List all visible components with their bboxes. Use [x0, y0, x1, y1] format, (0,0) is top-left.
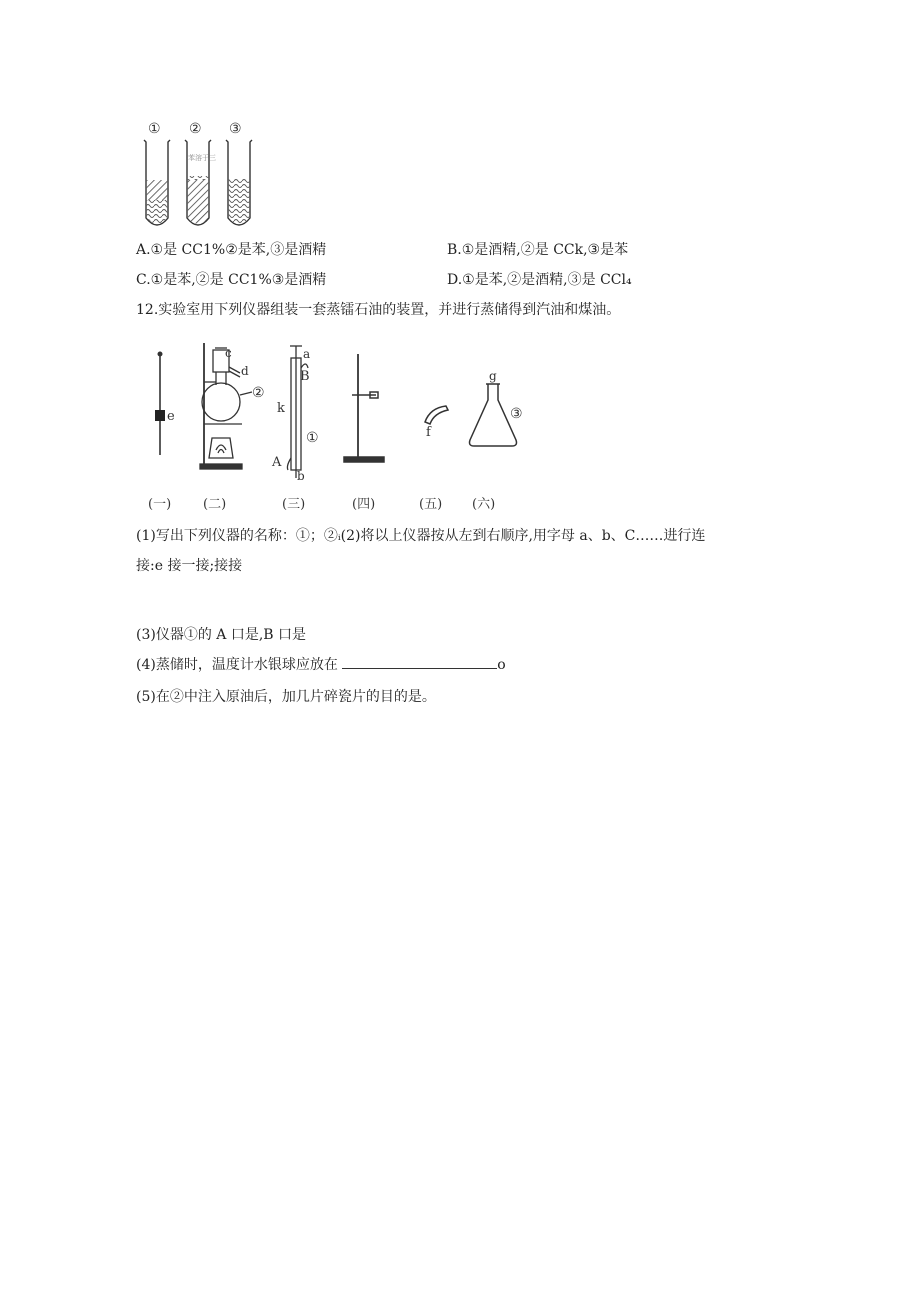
- tube-label-3: ③: [229, 121, 242, 137]
- label-B: B: [300, 369, 310, 384]
- label-A: A: [272, 455, 282, 470]
- caption-4: (四): [352, 497, 376, 512]
- adapter: [425, 406, 448, 424]
- q12-part5: (5)在②中注入原油后，加几片碎瓷片的目的是。: [136, 689, 436, 705]
- label-e: e: [167, 409, 175, 424]
- option-c: C.①是苯,②是 CC1%③是酒精: [136, 272, 327, 288]
- label-b: b: [297, 469, 305, 483]
- label-c: c: [225, 346, 232, 360]
- q12-part1-line1: (1)写出下列仪器的名称：①；②ᵢ(2)将以上仪器按从左到右顺序,用字母 a、b、C……进行连: [136, 528, 706, 544]
- label-circled-1: ①: [306, 430, 319, 446]
- tube-label-2: ②: [189, 121, 202, 137]
- answer-blank[interactable]: [342, 656, 497, 669]
- distillation-flask-assembly: [200, 343, 252, 469]
- test-tube-2: [185, 140, 216, 225]
- tube-label-1: ①: [148, 121, 161, 137]
- q12-part1-line2: 接:e 接一接;接接: [136, 558, 243, 574]
- q12-part4: [136, 656, 506, 674]
- label-circled-3: ③: [510, 406, 523, 422]
- question-12-stem: 12.实验室用下列仪器组装一套蒸镭石油的装置，并进行蒸储得到汽油和煤油。: [136, 302, 621, 318]
- label-circled-2: ②: [252, 385, 265, 401]
- label-a: a: [303, 347, 311, 361]
- q12-part4-prefix: (4)蒸储时，温度计水银球应放在: [136, 657, 338, 673]
- test-tube-1: [144, 140, 170, 225]
- caption-2: (二): [203, 497, 227, 512]
- label-g: g: [489, 369, 497, 383]
- option-a: A.①是 CC1%②是苯,③是酒精: [136, 242, 327, 258]
- test-tubes-drawing: [138, 118, 263, 233]
- test-tubes-figure: [138, 118, 263, 233]
- iron-stand: [344, 354, 384, 462]
- q12-part3: (3)仪器①的 A 口是,B 口是: [136, 627, 307, 643]
- thermometer: [155, 352, 165, 455]
- condenser: [287, 346, 311, 478]
- label-d: d: [241, 364, 249, 378]
- q12-part4-suffix: o: [497, 657, 506, 673]
- tube-2-note: 苯溶于三: [188, 154, 216, 162]
- caption-6: (六): [472, 497, 496, 512]
- option-b: B.①是酒精,②是 CCk,③是苯: [447, 242, 629, 258]
- label-f: f: [426, 425, 431, 440]
- caption-3: (三): [282, 497, 306, 512]
- apparatus-drawing: [130, 340, 540, 518]
- caption-5: (五): [419, 497, 443, 512]
- test-tube-3: [226, 140, 252, 225]
- caption-1: (一): [148, 497, 172, 512]
- option-d: D.①是苯,②是酒精,③是 CCl₄: [447, 272, 632, 288]
- apparatus-figure: [130, 340, 540, 518]
- label-k: k: [277, 401, 285, 416]
